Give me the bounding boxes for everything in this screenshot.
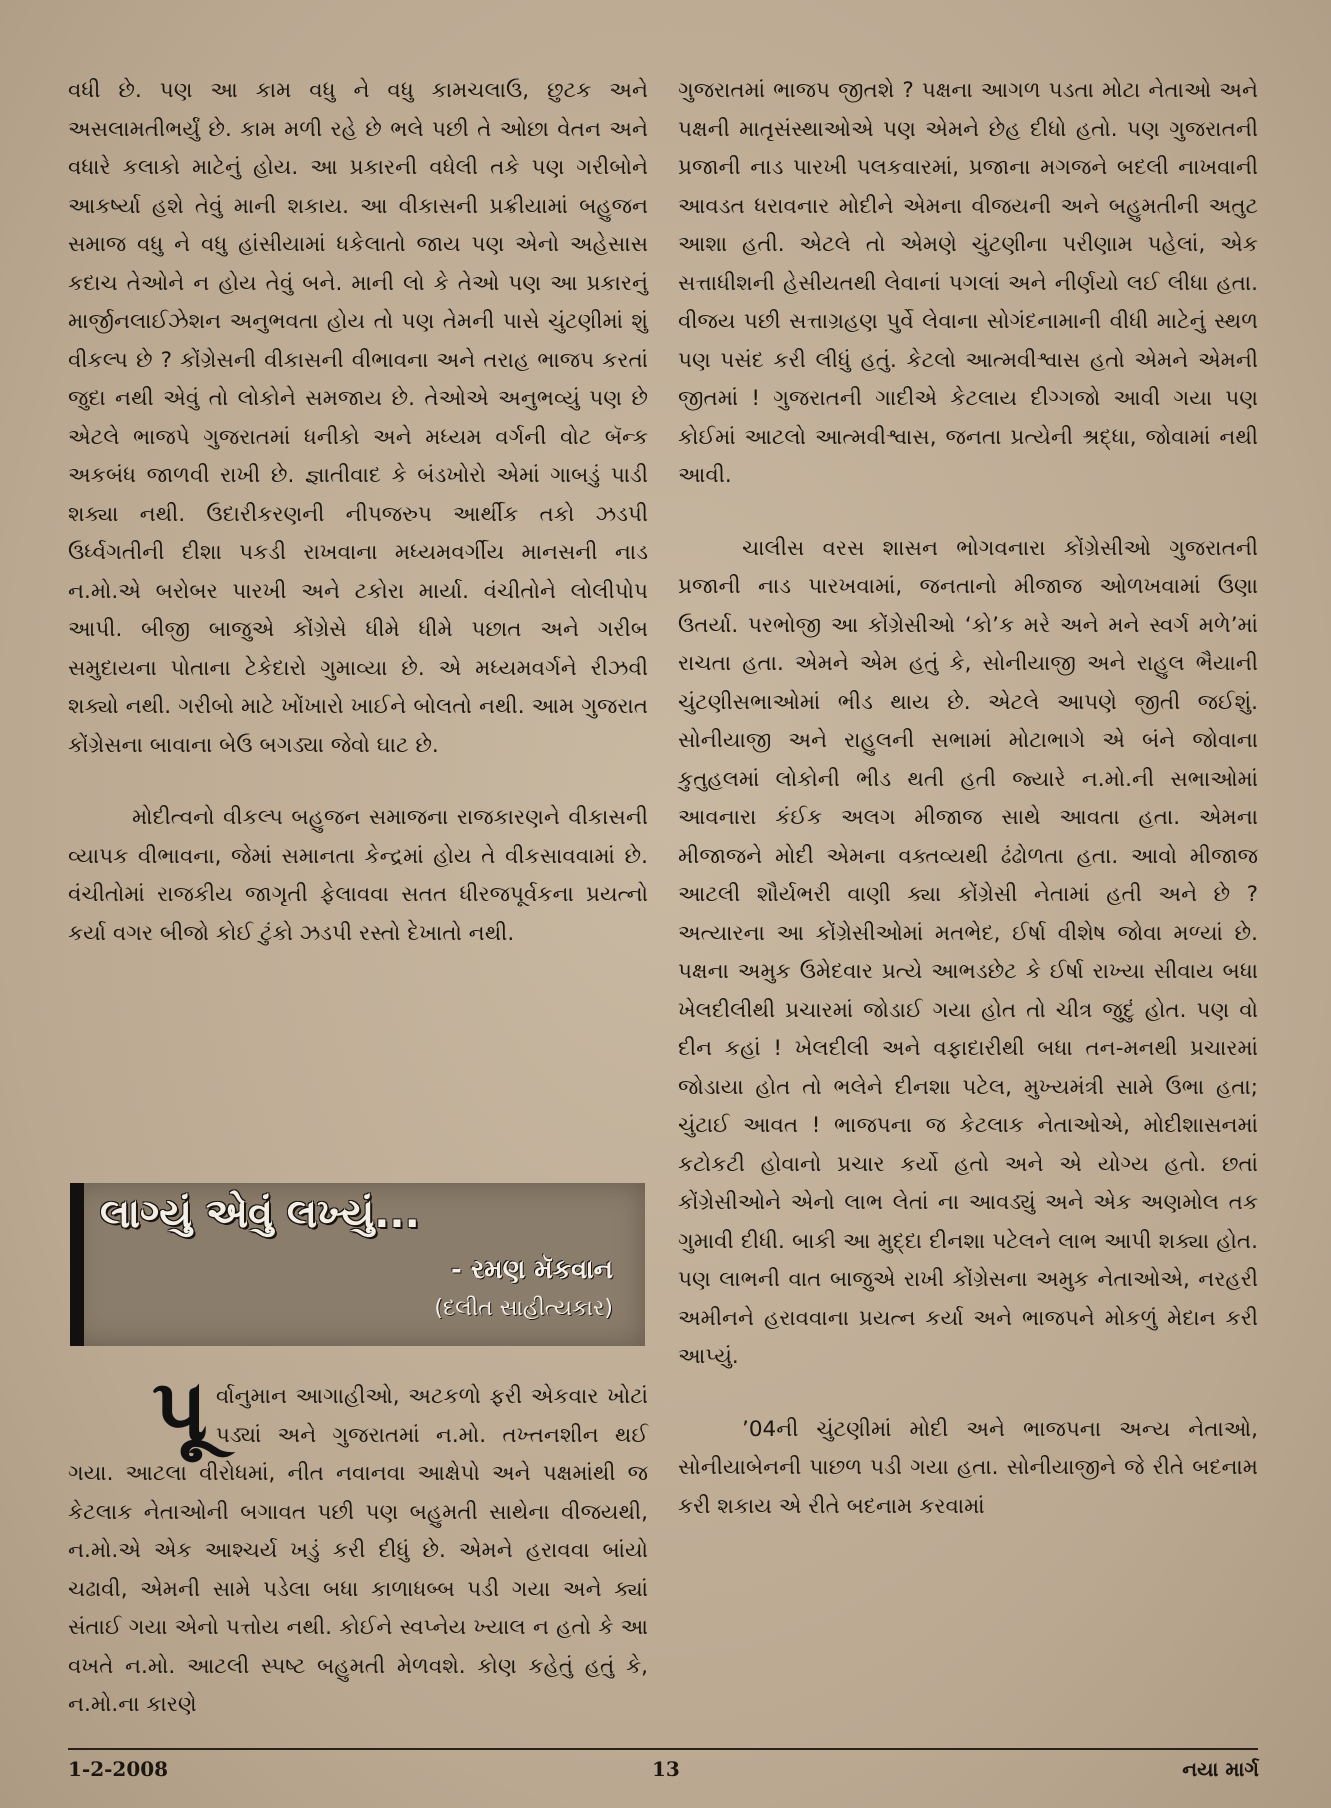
left-paragraph-1: વધી છે. પણ આ કામ વધુ ને વધુ કામચલાઉ, છુટક અને અસલામતીભર્યું છે. કામ મળી રહે છે ભલે પછી તે ઓછા વેતન અને વધારે કલાકો માટેનું હોય. આ પ્રકારની વધેલી તકે પણ ગરીબોને આકર્ષ્યા હશે તેવું માની શકાય. આ વીકાસની પ્રક્રીયામાં બહુજન સમાજ વધુ ને વધુ હાંસીયામાં ધકેલાતો જાય પણ એનો અહેસાસ કદાચ તેઓને ન હોય તેવું બને. માની લો કે તેઓ પણ આ પ્રકારનું માર્જીનલાઈઝેશન અનુભવતા હોય તો પણ તેમની પાસે ચુંટણીમાં શું વીકલ્પ છે ? કોંગ્રેસની વીકાસની વીભાવના અને તરાહ ભાજપ કરતાં જુદા નથી એવું તો લોકોને સમજાય છે. તેઓએ અનુભવ્યું પણ છે એટલે ભાજપે ગુજરાતમાં ધનીકો અને મધ્યમ વર્ગની વોટ બૅન્ક અકબંધ જાળવી રાખી છે. જ્ઞાતીવાદ કે બંડખોરો એમાં ગાબડું પાડી શક્યા નથી. ઉદારીકરણની નીપજરુપ આર્થીક તકો ઝડપી ઉર્ધ્વગતીની દીશા પકડી રાખવાના મધ્યમવર્ગીય માનસની નાડ ન.મો.એ બરોબર પારખી અને ટકોરા માર્યા. વંચીતોને લોલીપોપ આપી. બીજી બાજુએ કોંગ્રેસે ધીમે ધીમે પછાત અને ગરીબ સમુદાયના પોતાના ટેકેદારો ગુમાવ્યા છે. એ મધ્યમવર્ગને રીઝવી શક્યો નથી. ગરીબો માટે ખોંખારો ખાઈને બોલતો નથી. આમ ગુજરાત કોંગ્રેસના બાવાના બેઉ બગડ્યા જેવો ઘાટ છે. <box>68 78 648 758</box>
issue-date: 1-2-2008 <box>68 1757 169 1781</box>
column-author: - રમણ મૅકવાન <box>450 1255 613 1285</box>
author-role: (દલીત સાહીત્યકાર) <box>434 1296 613 1321</box>
left-paragraph-2: મોદીત્વનો વીકલ્પ બહુજન સમાજના રાજકારણને વીકાસની વ્યાપક વીભાવના, જેમાં સમાનતા કેન્દ્રમાં હોય તે વીકસાવવામાં છે. વંચીતોમાં રાજકીય જાગૃતી ફેલાવવા સતત ધીરજપૂર્વકના પ્રયત્નો કર્યા વગર બીજો કોઈ ટુંકો ઝડપી રસ્તો દેખાતો નથી. <box>68 805 648 946</box>
column-title: લાગ્યું એવું લખ્યું... <box>100 1191 420 1237</box>
article-body <box>68 1361 648 1725</box>
page-number: 13 <box>652 1757 680 1781</box>
right-paragraph-2: ચાલીસ વરસ શાસન ભોગવનારા કોંગ્રેસીઓ ગુજરાતની પ્રજાની નાડ પારખવામાં, જનતાનો મીજાજ ઓળખવામાં ઉણા ઉતર્યા. પરભોજી આ કોંગ્રેસીઓ ‘કો’ક મરે અને મને સ્વર્ગ મળે’માં રાચતા હતા. એમને એમ હતું કે, સોનીયાજી અને રાહુલ ભૈયાની ચુંટણીસભાઓમાં ભીડ થાય છે. એટલે આપણે જીતી જઈશું. સોનીયાજી અને રાહુલની સભામાં મોટાભાગે એ બંને જોવાના કુતુહલમાં લોકોની ભીડ થતી હતી જ્યારે ન.મો.ની સભાઓમાં આવનારા કંઈક અલગ મીજાજ સાથે આવતા હતા. એમના મીજાજને મોદી એમના વક્તવ્યથી ઢંઢોળતા હતા. આવો મીજાજ આટલી શૌર્યભરી વાણી ક્યા કોંગ્રેસી નેતામાં હતી અને છે ? અત્યારના આ કોંગ્રેસીઓમાં મતભેદ, ઈર્ષા વીશેષ જોવા મળ્યાં છે. પક્ષના અમુક ઉમેદવાર પ્રત્યે આભડછેટ કે ઈર્ષા રાખ્યા સીવાય બધા ખેલદીલીથી પ્રચારમાં જોડાઈ ગયા હોત તો ચીત્ર જુદું હોત. પણ વો દીન કહાં ! ખેલદીલી અને વફાદારીથી બધા તન-મનથી પ્રચારમાં જોડાયા હોત તો ભલેને દીનશા પટેલ, મુખ્યમંત્રી સામે ઉભા હતા; ચુંટાઈ આવત ! ભાજપના જ કેટલાક નેતાઓએ, મોદીશાસનમાં કટોકટી હોવાનો પ્રચાર કર્યો હતો અને એ યોગ્ય હતો. છતાં કોંગ્રેસીઓને એનો લાભ લેતાં ના આવડ્યું અને એક અણમોલ તક ગુમાવી દીધી. બાકી આ મુદ્દા દીનશા પટેલને લાભ આપી શક્યા હોત. પણ લાભની વાત બાજુએ રાખી કોંગ્રેસના અમુક નેતાઓએ, નરહરી અમીનને હરાવવાના પ્રયત્ન કર્યા અને ભાજપને મોકળું મેદાન કરી આપ્યું. <box>678 535 1258 1369</box>
right-column <box>678 72 1258 1526</box>
article-text: ર્વાનુમાન આગાહીઓ, અટકળો ફરી એકવાર ખોટાં પડ્યાં અને ગુજરાતમાં ન.મો. તખ્તનશીન થઈ ગયા. આટલા વીરોધમાં, નીત નવાનવા આક્ષેપો અને પક્ષમાંથી જ કેટલાક નેતાઓની બગાવત પછી પણ બહુમતી સાથેના વીજયથી, ન.મો.એ એક આશ્ચર્ય ખડું કરી દીધું છે. એમને હરાવવા બાંયો ચઢાવી, એમની સામે પડેલા બધા કાળાધબ્બ પડી ગયા અને ક્યાં સંતાઈ ગયા એનો પત્તોય નથી. કોઈને સ્વપ્નેય ખ્યાલ ન હતો કે આ વખતે ન.મો. આટલી સ્પષ્ટ બહુમતી મેળવશે. કોણ કહેતું હતું કે, ન.મો.ના કારણે <box>68 1384 648 1717</box>
left-column <box>68 72 648 953</box>
article-paragraph <box>68 1361 648 1725</box>
right-paragraph-1: ગુજરાતમાં ભાજપ જીતશે ? પક્ષના આગળ પડતા મોટા નેતાઓ અને પક્ષની માતૃસંસ્થાઓએ પણ એમને છેહ દીધો હતો. પણ ગુજરાતની પ્રજાની નાડ પારખી પલકવારમાં, પ્રજાના મગજને બદલી નાખવાની આવડત ધરાવનાર મોદીને એમના વીજયની અને બહુમતીની અતુટ આશા હતી. એટલે તો એમણે ચુંટણીના પરીણામ પહેલાં, એક સત્તાધીશની હેસીયતથી લેવાનાં પગલાં અને નીર્ણયો લઈ લીધા હતા. વીજય પછી સત્તાગ્રહણ પુર્વે લેવાના સોગંદનામાની વીધી માટેનું સ્થળ પણ પસંદ કરી લીધું હતું. કેટલો આત્મવીશ્વાસ હતો એમને એમની જીતમાં ! ગુજરાતની ગાદીએ કેટલાય દીગ્ગજો આવી ગયા પણ કોઈમાં આટલો આત્મવીશ્વાસ, જનતા પ્રત્યેની શ્રદ્ધા, જોવામાં નથી આવી. <box>678 78 1258 488</box>
banner-accent-bar <box>70 1183 84 1346</box>
footer-rule <box>68 1748 1258 1750</box>
magazine-name: નયા માર્ગ <box>1182 1757 1259 1781</box>
column-banner <box>70 1183 645 1346</box>
drop-cap: પૂ <box>152 1361 208 1461</box>
right-paragraph-3: ’04ની ચુંટણીમાં મોદી અને ભાજપના અન્ય નેતાઓ, સોનીયાબેનની પાછળ પડી ગયા હતા. સોનીયાજીને જે રીતે બદનામ કરી શકાય એ રીતે બદનામ કરવામાં <box>678 1416 1258 1519</box>
